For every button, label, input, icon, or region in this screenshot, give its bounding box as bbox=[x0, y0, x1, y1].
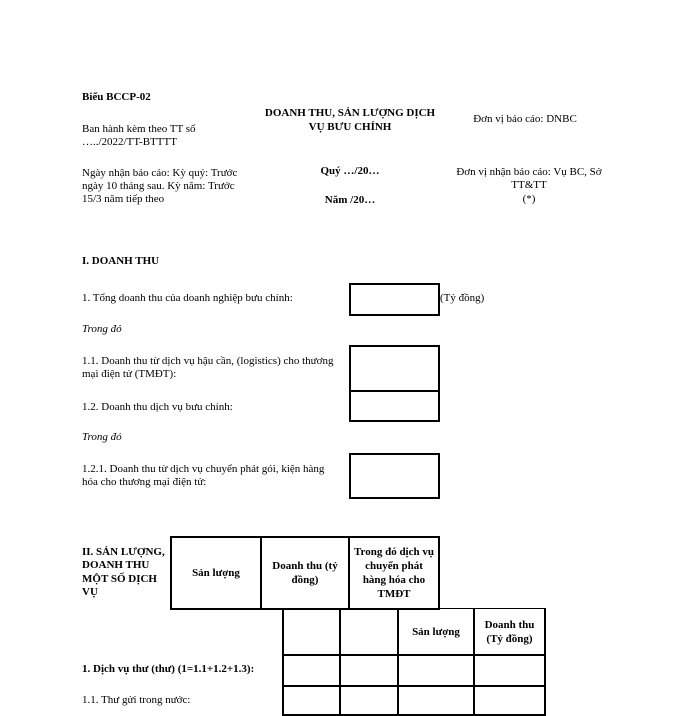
row-domestic-letter-label: 1.1. Thư gửi trong nước: bbox=[82, 694, 191, 706]
section-volume-heading-1: II. SẢN LƯỢNG, bbox=[82, 546, 165, 558]
receiving-unit-line-3: (*) bbox=[522, 193, 536, 205]
letter-volume-cell[interactable] bbox=[282, 655, 341, 687]
section-volume-heading-3: MỘT SỐ DỊCH bbox=[82, 573, 157, 585]
total-revenue-input-box[interactable] bbox=[349, 283, 440, 316]
report-title-line-1: DOANH THU, SẢN LƯỢNG DỊCH bbox=[264, 107, 436, 119]
revenue-column-header: Doanh thu (tỷ đồng) bbox=[260, 536, 350, 610]
domestic-ecommerce-revenue-cell[interactable] bbox=[474, 686, 546, 716]
sub-volume-column-header: Sản lượng bbox=[398, 608, 475, 656]
grid-cell bbox=[340, 608, 399, 656]
receipt-line-2: ngày 10 tháng sau. Kỳ năm: Trước bbox=[82, 180, 235, 192]
section-volume-heading-2: DOANH THU bbox=[82, 559, 150, 571]
logistics-revenue-label-1: 1.1. Doanh thu từ dịch vụ hậu cần, (logistics) cho thương bbox=[82, 355, 334, 367]
receipt-line-3: 15/3 năm tiếp theo bbox=[82, 193, 165, 205]
issued-line-1: Ban hành kèm theo TT số bbox=[82, 123, 196, 135]
issued-line-2: …../2022/TT-BTTTT bbox=[82, 136, 177, 148]
receipt-line-1: Ngày nhận báo cáo: Kỳ quý: Trước bbox=[82, 167, 238, 179]
in-which-label-1: Trong đó bbox=[82, 323, 122, 335]
section-volume-heading-4: VỤ bbox=[82, 586, 98, 598]
domestic-revenue-cell[interactable] bbox=[340, 686, 399, 716]
receiving-unit-line-1: Đơn vị nhận báo cáo: Vụ BC, Sở bbox=[456, 166, 602, 178]
letter-ecommerce-volume-cell[interactable] bbox=[398, 655, 475, 687]
logistics-revenue-label-2: mại điện tử (TMĐT): bbox=[82, 368, 177, 380]
postal-revenue-label: 1.2. Doanh thu dịch vụ bưu chính: bbox=[82, 401, 233, 413]
quarter-field: Quý …/20… bbox=[320, 165, 380, 177]
form-code: Biểu BCCP-02 bbox=[82, 91, 151, 103]
in-which-label-2: Trong đó bbox=[82, 431, 122, 443]
reporting-unit: Đơn vị báo cáo: DNBC bbox=[473, 113, 577, 125]
ecommerce-delivery-revenue-label-2: hóa cho thương mại điện tử: bbox=[82, 476, 207, 488]
section-revenue-heading: I. DOANH THU bbox=[82, 255, 160, 267]
year-field: Năm /20… bbox=[324, 194, 376, 206]
domestic-volume-cell[interactable] bbox=[282, 686, 341, 716]
postal-revenue-input-box[interactable] bbox=[349, 390, 440, 422]
letter-revenue-cell[interactable] bbox=[340, 655, 399, 687]
ecommerce-column-header: Trong đó dịch vụ chuyển phát hàng hóa cho TMĐT bbox=[348, 536, 440, 610]
sub-revenue-column-header: Doanh thu (Tỷ đồng) bbox=[474, 608, 546, 656]
total-revenue-label: 1. Tổng doanh thu của doanh nghiệp bưu chính: bbox=[82, 292, 293, 304]
domestic-ecommerce-volume-cell[interactable] bbox=[398, 686, 475, 716]
row-letter-service-label: 1. Dịch vụ thư (thư) (1=1.1+1.2+1.3): bbox=[82, 663, 255, 675]
ecommerce-delivery-revenue-label-1: 1.2.1. Doanh thu từ dịch vụ chuyển phát gói, kiện hàng bbox=[82, 463, 325, 475]
report-title-line-2: VỤ BƯU CHÍNH bbox=[308, 121, 392, 133]
letter-ecommerce-revenue-cell[interactable] bbox=[474, 655, 546, 687]
unit-label: (Tỷ đồng) bbox=[440, 292, 485, 304]
receiving-unit-line-2: TT&TT bbox=[511, 179, 547, 191]
logistics-revenue-input-box[interactable] bbox=[349, 345, 440, 392]
ecommerce-delivery-revenue-input-box[interactable] bbox=[349, 453, 440, 499]
grid-cell bbox=[282, 608, 341, 656]
volume-column-header: Sản lượng bbox=[170, 536, 262, 610]
